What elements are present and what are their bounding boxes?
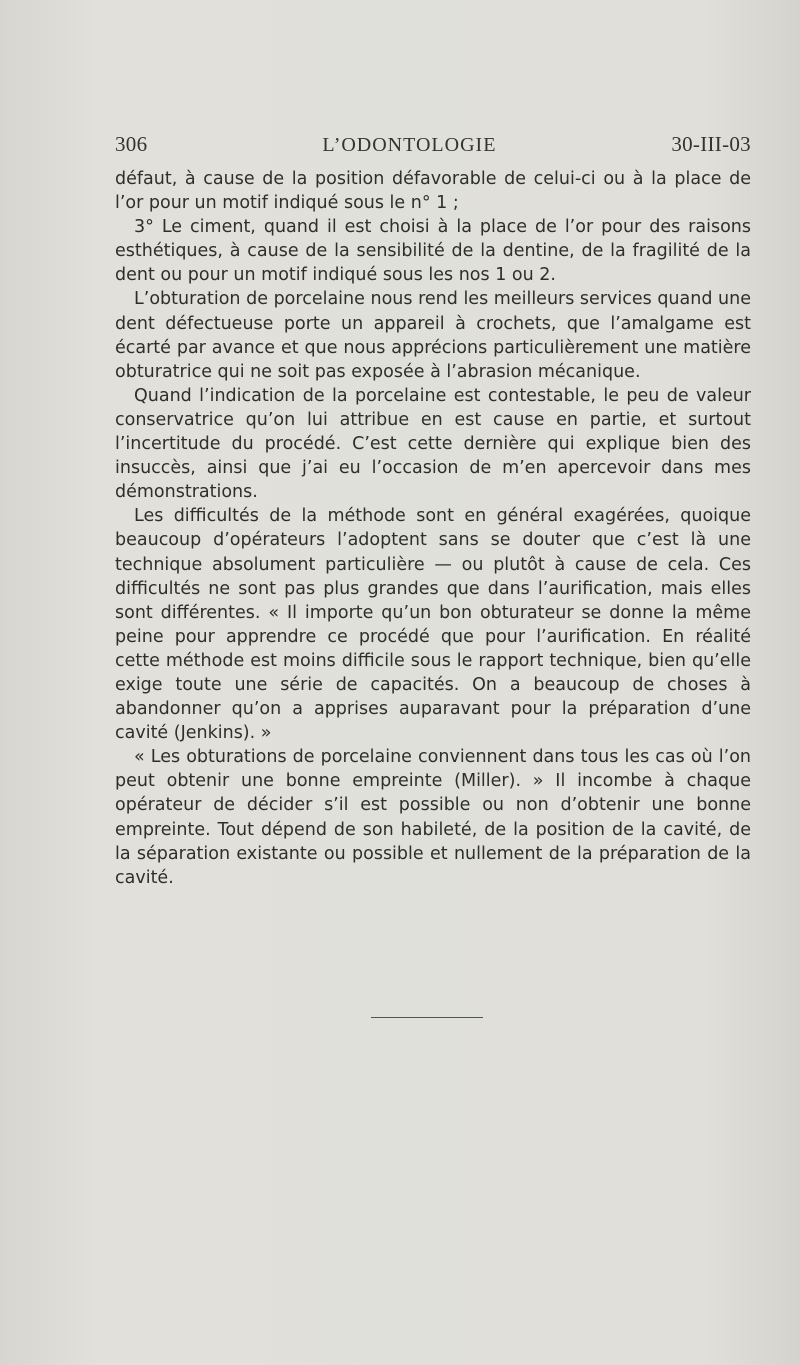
paragraph: « Les obturations de porcelaine conviennent dans tous les cas où l’on peut obtenir une bonne empreinte (Miller). » Il incombe à chaque opérateur de décider s’il est possible ou non d’obtenir une bonne empreinte. Tout dépend de son habileté, de la position de la cavité, de la séparation existante ou possible et nullement de la préparation de la cavité. bbox=[115, 747, 751, 888]
journal-title: L’ODONTOLOGIE bbox=[322, 134, 497, 156]
paragraph-continued: défaut, à cause de la position défavorable de celui-ci ou à la place de l’or pour un motif indiqué sous le n° 1 ; bbox=[115, 169, 751, 214]
paragraph: L’obturation de porcelaine nous rend les meilleurs services quand une dent défectueuse porte un appareil à crochets, que l’amalgame est écarté par avance et que nous apprécions particulièrement une matière obturatrice qui ne soit pas exposée à l’abrasion mécanique. bbox=[115, 289, 751, 382]
section-end-rule bbox=[371, 1017, 483, 1018]
paragraph: Les difficultés de la méthode sont en général exagérées, quoique beaucoup d’opérateurs l’adoptent sans se douter que c’est là une technique absolument particulière — ou plutôt à cause de cela. Ces difficultés ne sont pas plus grandes que dans l’aurification, mais elles sont différentes. « Il importe qu’un bon obturateur se donne la même peine pour apprendre ce procédé que pour l’aurification. En réalité cette méthode est moins difficile sous le rapport technique, bien qu’elle exige toute une série de capacités. On a beaucoup de choses à abandonner qu’on a apprises auparavant pour la préparation d’une cavité (Jenkins). » bbox=[115, 506, 751, 744]
paragraph: Quand l’indication de la porcelaine est contestable, le peu de valeur conservatrice qu’on lui attribue en est cause en partie, et surtout l’incertitude du procédé. C’est cette dernière qui explique bien des insuccès, ainsi que j’ai eu l’occasion de m’en apercevoir dans mes démonstrations. bbox=[115, 385, 751, 503]
body-text bbox=[115, 167, 751, 890]
running-head bbox=[115, 132, 751, 160]
paragraph-item-3: 3° Le ciment, quand il est choisi à la place de l’or pour des raisons esthétiques, à cause de la sensibilité de la dentine, de la fragilité de la dent ou pour un motif indiqué sous les nos 1 ou 2. bbox=[115, 217, 751, 286]
page-number: 306 bbox=[115, 132, 148, 156]
issue-date: 30-III-03 bbox=[671, 132, 751, 156]
